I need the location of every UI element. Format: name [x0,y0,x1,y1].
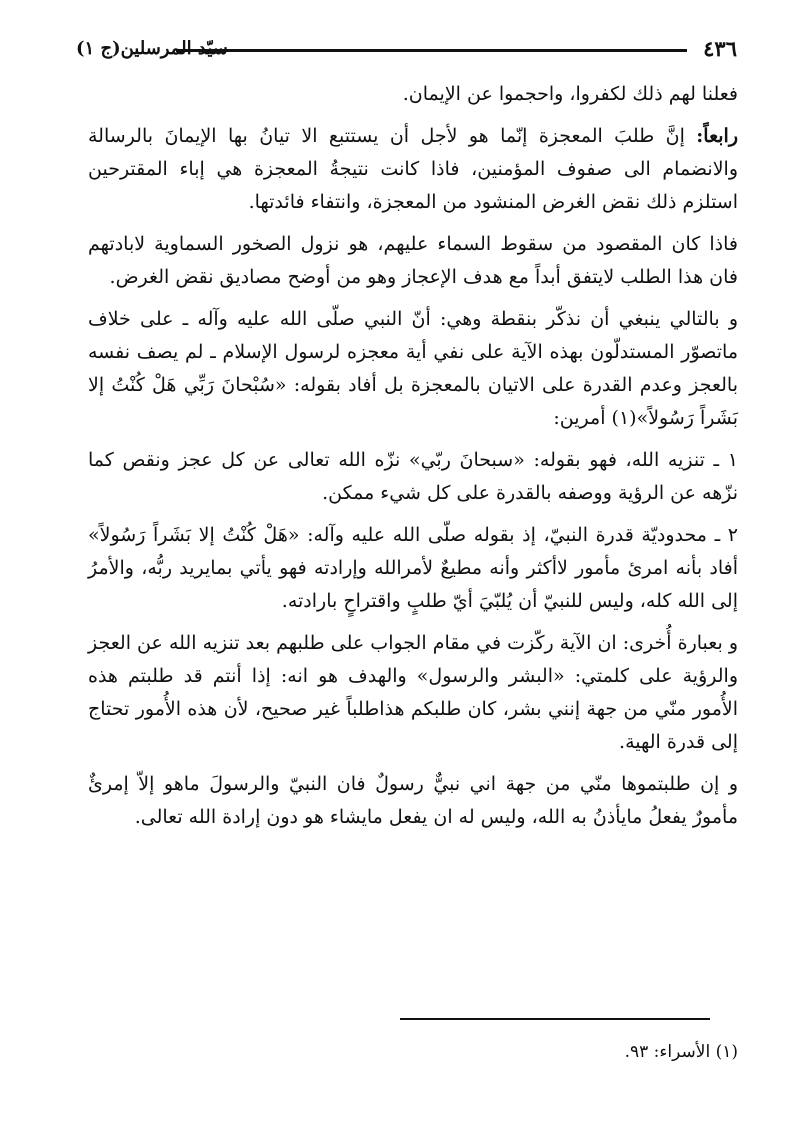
paragraph-4: و بالتالي ينبغي أن نذكّر بنقطة وهي: أنّ النبي صلّى الله عليه وآله ـ على خلاف ماتصوّر المستدلّون بهذه الآية على نفي أية معجزه لرسول الإسلام ـ لم يصف نفسه بالعجز وعدم القدرة على الاتيان بالمعجزة بل أفاد بقوله: «سُبْحانَ رَبِّي هَلْ كُنْتُ إلا بَشَراً رَسُولاً»(١) أمرين: [88,308,738,429]
footnote-rule [400,1018,710,1020]
paragraph-6: ٢ ـ محدوديّة قدرة النبيّ، إذ بقوله صلّى الله عليه وآله: «هَلْ كُنْتُ إلا بَشَراً رَسُولاً» أفاد بأنه امرئ مأمور لاأكثر وأنه مطيعٌ لأمرالله وإرادته فهو يأتي بمايريد ربُّه، والأمرُ إلى الله كله، وليس للنبيّ أن يُلبّيَ أيّ طلبٍ واقتراحٍ بارادته. [88,524,738,612]
paragraph-7: و بعبارة أُخرى: ان الآية ركّزت في مقام الجواب على طلبهم بعد تنزيه الله عن العجز والرؤية على كلمتي: «البشر والرسول» والهدف هو انه: إذا أنتم قد طلبتم هذه الأُمور منّي من جهة إنني بشر، كان طلبكم هذاطلباً غير صحيح، لأن هذه الأُمور تحتاج إلى قدرة الهية. [88,632,738,753]
paragraph-5: ١ ـ تنزيه الله، فهو بقوله: «سبحانَ ربّي» نزّه الله تعالى عن كل عجز ونقص كما نزّهه عن الرؤية ووصفه بالقدرة على كل شيء ممكن. [88,449,738,504]
paragraph-2-lead: رابعاً: [696,125,738,147]
paragraph-2 [88,120,738,219]
running-title: سيّد المرسلين(ج ١) [76,38,228,59]
page-header [76,36,737,62]
paragraph-8: و إن طلبتموها منّي من جهة اني نبيٌّ رسولٌ فان النبيّ والرسولَ ماهو إلاّ إمرئٌ مأمورٌ يفعلُ مايأذنُ به الله، وليس له ان يفعل مايشاء هو دون إرادة الله تعالى. [88,773,738,828]
paragraph-1: فعلنا لهم ذلك لكفروا، واحجموا عن الإيمان. [402,83,738,105]
footnote: (١) الأسراء: ٩٣. [624,1042,738,1062]
paragraph-3: فاذا كان المقصود من سقوط السماء عليهم، هو نزول الصخور السماوية لابادتهم فان هذا الطلب لايتفق أبداً مع هدف الإعجاز وهو من أوضح مصاديق نقض الغرض. [88,233,738,288]
header-rule [176,49,687,52]
paragraph-2-text: إنَّ طلبَ المعجزة إنّما هو لأجل أن يستتبع الا تيانُ بها الإيمانَ بالرسالة والانضمام الى صفوف المؤمنين، فاذا كانت نتيجةُ المعجزة هي إباء المقترحين استلزم ذلك نقض الغرض المنشود من المعجزة، وانتفاء فائدتها. [88,125,738,213]
page-number: ٤٣٦ [703,36,737,61]
body-text [88,78,738,843]
